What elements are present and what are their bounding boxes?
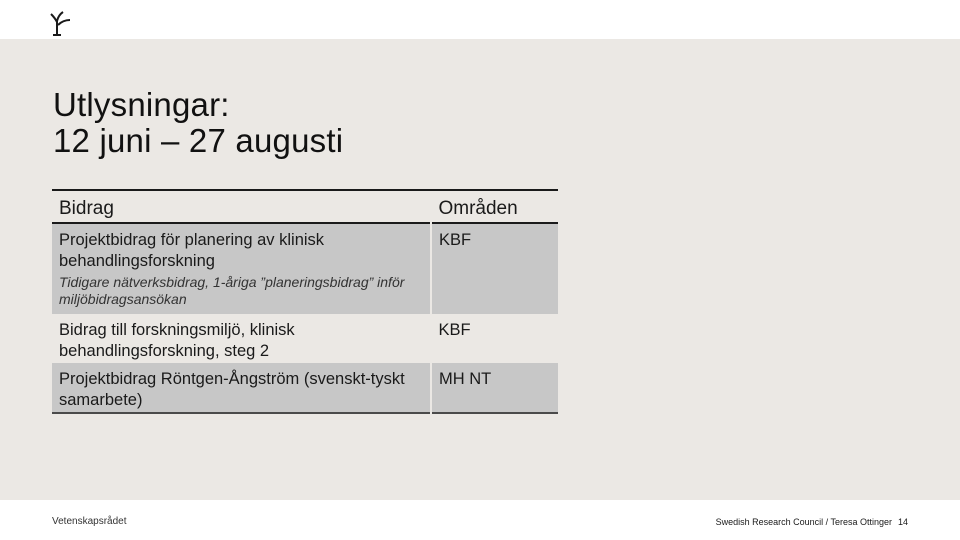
header-bidrag: Bidrag [59, 198, 114, 219]
omraden-value: KBF [438, 231, 472, 249]
title-line-1: Utlysningar: [53, 86, 230, 123]
header-omraden: Områden [431, 190, 558, 223]
footer-credit [716, 517, 908, 527]
bidrag-cell [52, 223, 431, 314]
table-row [52, 223, 558, 314]
page-number: 14 [897, 517, 908, 527]
grants-table [52, 189, 558, 414]
table-row [52, 363, 558, 413]
bidrag-name: Bidrag till forskningsmiljö, klinisk behandlingsforskning, steg 2 [59, 321, 295, 360]
omraden-cell [431, 314, 558, 363]
table-header-row [52, 190, 558, 223]
omraden-cell [431, 363, 558, 413]
bidrag-cell [52, 363, 431, 413]
title-line-2: 12 juni – 27 augusti [53, 122, 344, 159]
omraden-cell [431, 223, 558, 314]
bidrag-name: Projektbidrag Röntgen-Ångström (svenskt-tyskt samarbete) [59, 370, 405, 409]
footer-logo-text: Vetenskapsrådet [52, 516, 127, 527]
top-bar [0, 0, 960, 39]
omraden-value: MH NT [438, 370, 492, 388]
omraden-value: KBF [438, 321, 471, 339]
bidrag-name: Projektbidrag för planering av klinisk behandlingsforskning [59, 231, 325, 270]
footer-credit-text: Swedish Research Council / Teresa Ottinger [715, 517, 892, 527]
table-row [52, 314, 558, 363]
bidrag-note: Tidigare nätverksbidrag, 1-åriga ”planeringsbidrag” inför miljöbidragsansökan [59, 274, 405, 307]
bidrag-cell [52, 314, 431, 363]
slide-title [53, 87, 343, 159]
vetenskapsradet-sprout-icon [48, 8, 74, 36]
